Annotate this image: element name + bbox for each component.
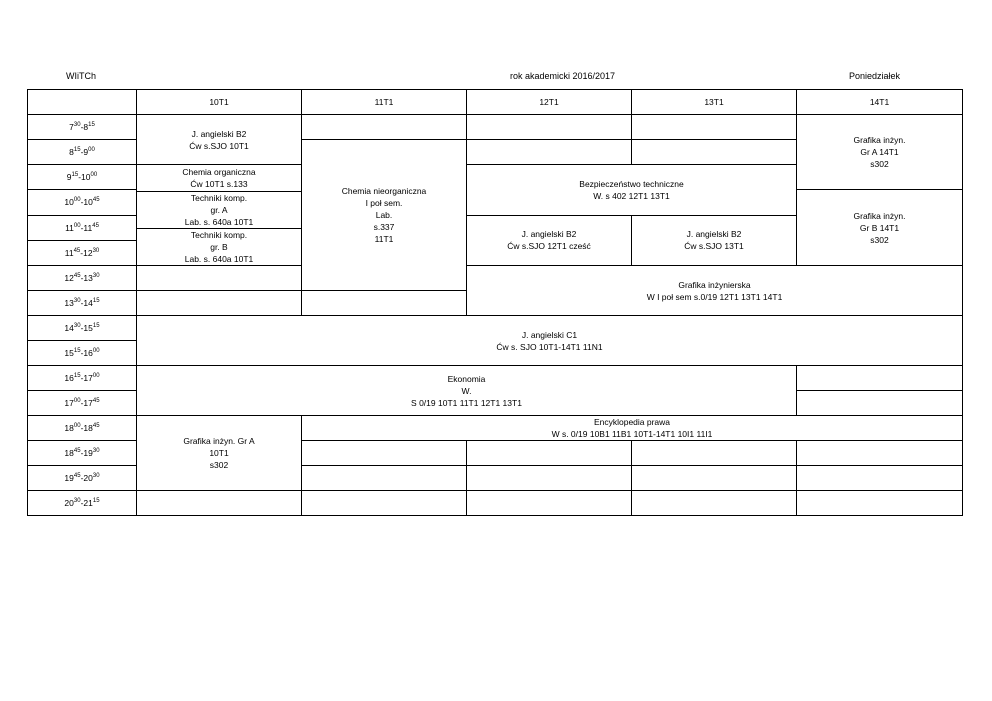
empty-cell	[797, 366, 963, 391]
time-minutes: 45	[73, 273, 81, 280]
empty-cell	[467, 115, 632, 140]
time-minutes: 15	[73, 147, 81, 154]
time-minutes: 30	[92, 448, 100, 455]
column-header: 14T1	[797, 90, 963, 115]
time-hour: 20	[64, 498, 74, 508]
time-minutes: 00	[92, 348, 100, 355]
time-minutes: 45	[73, 473, 81, 480]
time-hour: 11	[65, 222, 74, 233]
time-hour: 18	[64, 423, 74, 433]
class-block: Grafika inżyn. Gr A 14T1 s302	[797, 115, 963, 190]
class-subblock: Techniki komp. gr. A Lab. s. 640a 10T1	[137, 191, 301, 228]
time-slot: $20^{30}-21^{15}$	[28, 491, 137, 516]
time-minutes: 00	[92, 373, 100, 380]
empty-cell	[797, 491, 963, 516]
time-slot: $14^{30}-15^{15}$	[28, 316, 137, 341]
time-hour: 9	[83, 147, 89, 157]
class-block	[137, 165, 302, 266]
time-hour: 10	[83, 197, 93, 208]
class-block: Grafika inżyn. Gr B 14T1 s302	[797, 190, 963, 266]
weekday-label: Poniedziałek	[848, 71, 900, 81]
time-minutes: 15	[92, 498, 100, 505]
time-hour: 17	[83, 398, 93, 408]
time-minutes: 15	[88, 122, 95, 129]
empty-cell	[302, 466, 467, 491]
time-slot: $13^{30}-14^{15}$	[28, 291, 137, 316]
class-block: J. angielski B2 Ćw s.SJO 13T1	[632, 215, 797, 266]
time-slot: $8^{15}-9^{00}$	[28, 140, 137, 165]
time-minutes: 45	[92, 197, 100, 204]
time-hour: 9	[66, 172, 72, 182]
time-slot: $15^{15}-16^{00}$	[28, 341, 137, 366]
time-minutes: 45	[92, 222, 99, 229]
corner-cell	[28, 90, 137, 115]
column-header: 12T1	[467, 90, 632, 115]
time-hour: 15	[64, 348, 74, 358]
time-slot: $10^{00}-10^{45}$	[28, 190, 137, 216]
empty-cell	[632, 466, 797, 491]
empty-cell	[632, 140, 797, 165]
time-hour: 10	[81, 172, 91, 182]
time-minutes: 30	[92, 473, 100, 480]
time-hour: 10	[64, 197, 74, 208]
time-hour: 13	[64, 298, 74, 308]
time-slot: $16^{15}-17^{00}$	[28, 366, 137, 391]
class-block: Chemia nieorganiczna I poł sem. Lab. s.337 11T1	[302, 140, 467, 291]
time-slot: $11^{45}-12^{30}$	[28, 241, 137, 266]
empty-cell	[797, 466, 963, 491]
time-hour: 11	[83, 222, 93, 233]
time-slot: $9^{15}-10^{00}$	[28, 165, 137, 190]
time-hour: 18	[64, 448, 74, 458]
time-minutes: 45	[92, 398, 100, 405]
time-minutes: 30	[92, 248, 100, 255]
time-hour: 12	[64, 273, 74, 283]
time-minutes: 00	[73, 222, 81, 229]
class-block: Encyklopedia prawa W s. 0/19 10B1 11B1 10T1-14T1 10I1 11I1	[302, 416, 963, 441]
time-minutes: 30	[73, 498, 81, 505]
time-minutes: 00	[73, 423, 81, 430]
empty-cell	[632, 115, 797, 140]
time-slot: $17^{00}-17^{45}$	[28, 391, 137, 416]
time-minutes: 15	[73, 348, 81, 355]
time-hour: 21	[83, 498, 93, 508]
time-minutes: 00	[88, 147, 95, 154]
time-hour: 16	[83, 348, 93, 358]
time-slot: $18^{00}-18^{45}$	[28, 416, 137, 441]
class-block: Bezpieczeństwo techniczne W. s 402 12T1 13T1	[467, 165, 797, 216]
empty-cell	[632, 491, 797, 516]
time-hour: 19	[64, 473, 74, 483]
time-minutes: 30	[73, 323, 81, 330]
time-slot: $11^{00}-11^{45}$	[28, 215, 137, 241]
time-minutes: 45	[73, 248, 81, 255]
empty-cell	[137, 266, 302, 291]
empty-cell	[137, 291, 302, 316]
empty-cell	[302, 291, 467, 316]
time-hour: 7	[69, 122, 74, 132]
time-minutes: 30	[73, 298, 81, 305]
empty-cell	[137, 491, 302, 516]
time-minutes: 30	[92, 273, 100, 280]
time-minutes: 00	[90, 172, 98, 179]
time-minutes: 15	[71, 172, 79, 179]
time-hour: 14	[64, 323, 74, 333]
time-slot: $18^{45}-19^{30}$	[28, 441, 137, 466]
class-subblock: Chemia organiczna Ćw 10T1 s.133	[182, 167, 256, 189]
empty-cell	[302, 491, 467, 516]
faculty-label: WIiTCh	[66, 71, 96, 81]
empty-cell	[467, 441, 632, 466]
time-minutes: 45	[73, 448, 81, 455]
time-hour: 15	[83, 323, 93, 333]
time-hour: 8	[69, 147, 74, 157]
empty-cell	[797, 391, 963, 416]
time-hour: 13	[83, 273, 93, 283]
empty-cell	[467, 140, 632, 165]
class-block: Ekonomia W. S 0/19 10T1 11T1 12T1 13T1	[137, 366, 797, 416]
column-header: 13T1	[632, 90, 797, 115]
time-hour: 20	[83, 473, 93, 483]
timetable	[27, 89, 963, 516]
time-minutes: 00	[73, 197, 81, 204]
class-block: Grafika inżyn. Gr A 10T1 s302	[137, 416, 302, 491]
time-slot: $12^{45}-13^{30}$	[28, 266, 137, 291]
time-minutes: 15	[92, 298, 100, 305]
empty-cell	[302, 115, 467, 140]
time-minutes: 15	[92, 323, 100, 330]
time-hour: 18	[83, 423, 93, 433]
time-slot: $7^{30}-8^{15}$	[28, 115, 137, 140]
time-hour: 17	[83, 373, 93, 383]
column-header: 10T1	[137, 90, 302, 115]
empty-cell	[302, 441, 467, 466]
class-block: J. angielski C1 Ćw s. SJO 10T1-14T1 11N1	[137, 316, 963, 366]
time-hour: 14	[83, 298, 93, 308]
time-hour: 8	[83, 122, 89, 132]
empty-cell	[632, 441, 797, 466]
time-hour: 16	[64, 373, 74, 383]
time-hour: 11	[64, 248, 74, 258]
time-minutes: 30	[73, 122, 81, 129]
time-minutes: 45	[92, 423, 100, 430]
time-hour: 17	[64, 398, 74, 408]
academic-year-label: rok akademicki 2016/2017	[509, 71, 616, 81]
time-slot: $19^{45}-20^{30}$	[28, 466, 137, 491]
empty-cell	[467, 466, 632, 491]
class-subblock: Techniki komp. gr. B Lab. s. 640a 10T1	[137, 228, 301, 265]
column-header: 11T1	[302, 90, 467, 115]
time-minutes: 00	[73, 398, 81, 405]
empty-cell	[797, 441, 963, 466]
time-hour: 12	[83, 248, 93, 258]
class-block: J. angielski B2 Ćw s.SJO 12T1 cześć	[467, 215, 632, 266]
time-minutes: 15	[73, 373, 81, 380]
class-block: Grafika inżynierska W I poł sem s.0/19 12T1 13T1 14T1	[467, 266, 963, 316]
empty-cell	[467, 491, 632, 516]
time-hour: 19	[83, 448, 93, 458]
class-block: J. angielski B2 Ćw s.SJO 10T1	[137, 115, 302, 165]
